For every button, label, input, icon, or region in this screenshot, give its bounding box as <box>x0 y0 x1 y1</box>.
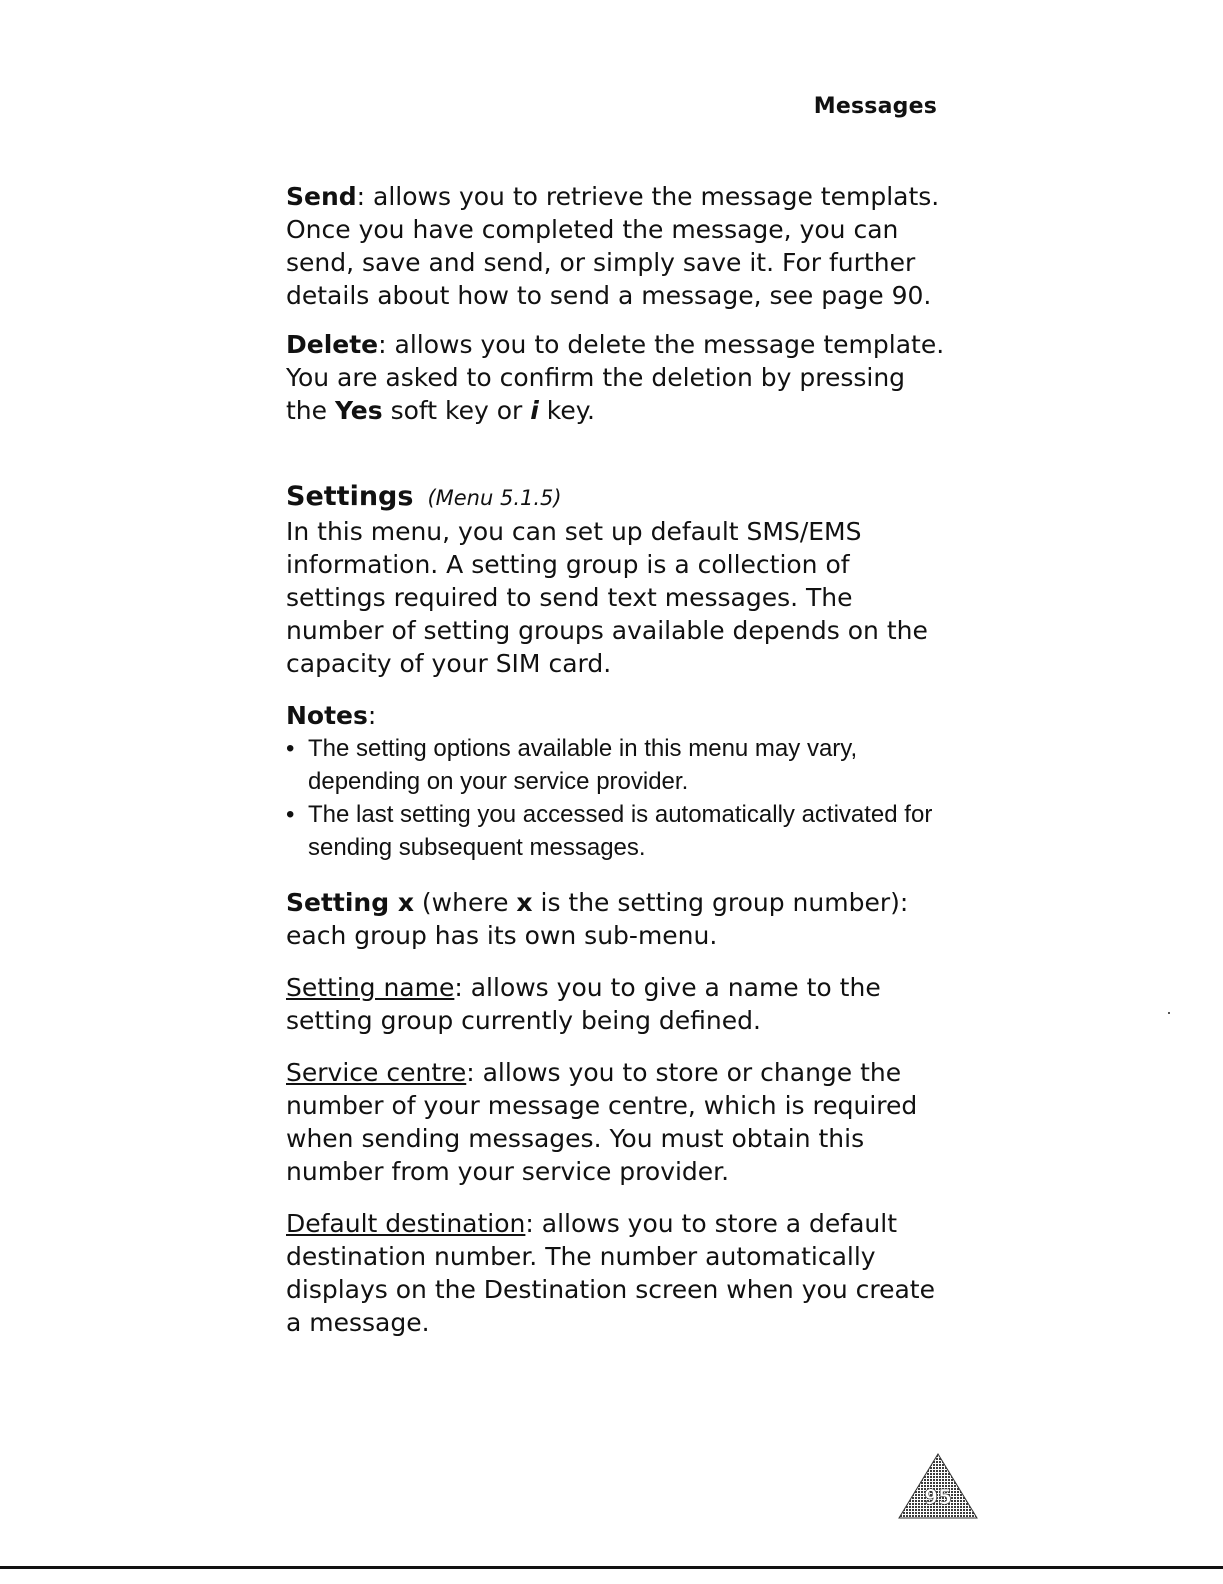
setting-x-text-2: is the setting group number): each group has its own sub-menu. <box>286 888 909 950</box>
setting-x-text-1: (where <box>413 888 517 917</box>
delete-text-1: allows you to delete the message template. You are asked to confirm the deletion by pressing the <box>286 330 945 425</box>
setting-x-variable: x <box>516 888 533 917</box>
i-key-icon: i <box>530 396 539 425</box>
settings-title: Settings <box>286 481 414 512</box>
notes-heading <box>286 699 946 732</box>
service-centre-paragraph <box>286 1056 946 1188</box>
section-header: Messages <box>813 94 937 119</box>
delete-text-2: soft key or <box>382 396 531 425</box>
delete-paragraph <box>286 328 946 427</box>
note-item <box>286 732 946 798</box>
setting-name-text: : allows you to give a name to the setting group currently being defined. <box>286 973 881 1035</box>
settings-intro: In this menu, you can set up default SMS/EMS information. A setting group is a collection of settings required to send text messages. The number of setting groups available depends on the capacity of your SIM card. <box>286 517 928 678</box>
delete-term: Delete <box>286 330 379 359</box>
bullet-icon: • <box>286 801 295 828</box>
notes-colon: : <box>367 701 377 730</box>
settings-heading <box>286 480 946 515</box>
delete-colon: : <box>378 330 387 359</box>
send-text: allows you to retrieve the message templats. Once you have completed the message, you can send, save and send, or simply save it. For further details about how to send a message, see page 90. <box>286 182 940 310</box>
setting-name-term: Setting name <box>286 973 455 1002</box>
bullet-icon: • <box>286 735 295 762</box>
default-destination-text: : allows you to store a default destination number. The number automatically displays on the Destination screen when you create a message. <box>286 1209 935 1337</box>
send-term: Send <box>286 182 357 211</box>
default-destination-paragraph <box>286 1207 946 1339</box>
note-text: The setting options available in this menu may vary, depending on your service provider. <box>308 735 858 795</box>
service-centre-text: : allows you to store or change the number of your message centre, which is required when sending messages. You must obtain this number from your service provider. <box>286 1058 918 1186</box>
bottom-rule <box>0 1566 1223 1569</box>
delete-text-3: key. <box>538 396 595 425</box>
default-destination-term: Default destination <box>286 1209 526 1238</box>
page-content <box>286 180 946 1339</box>
page-number-badge <box>897 1452 979 1522</box>
yes-softkey-label: Yes <box>334 396 383 425</box>
send-paragraph <box>286 180 946 312</box>
service-centre-term: Service centre <box>286 1058 467 1087</box>
settings-menu-ref: (Menu 5.1.5) <box>427 486 562 510</box>
setting-x-term: Setting x <box>286 888 414 917</box>
page-number: 95 <box>924 1485 952 1509</box>
note-text: The last setting you accessed is automatically activated for sending subsequent messages. <box>308 801 933 861</box>
setting-x-paragraph <box>286 886 946 952</box>
notes-list <box>286 732 946 864</box>
notes-title: Notes <box>286 701 368 730</box>
setting-name-paragraph <box>286 971 946 1037</box>
note-item <box>286 798 946 864</box>
scan-speck <box>1168 1012 1170 1014</box>
send-colon: : <box>356 182 366 211</box>
